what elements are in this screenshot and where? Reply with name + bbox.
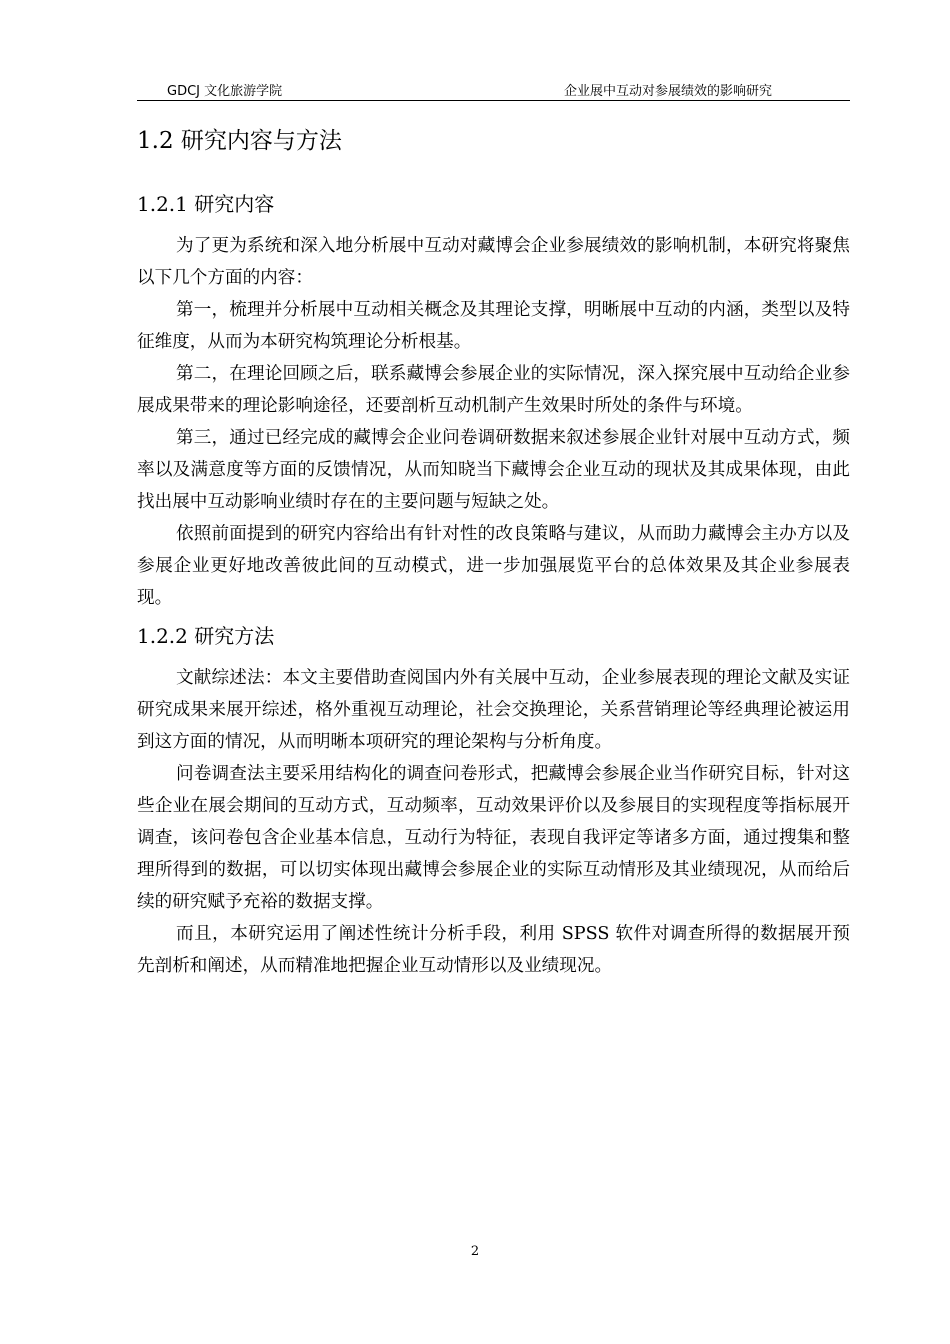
paragraph: 第二，在理论回顾之后，联系藏博会参展企业的实际情况，深入探究展中互动给企业参展成果带来的理论影响途径，还要剖析互动机制产生效果时所处的条件与环境。: [137, 364, 850, 416]
header-thesis-title: 企业展中互动对参展绩效的影响研究: [563, 84, 772, 99]
page-header: [137, 78, 850, 101]
subsection-heading-method: 1.2.2 研究方法: [137, 624, 275, 648]
section-heading: 1.2 研究内容与方法: [137, 128, 342, 154]
paragraph: 为了更为系统和深入地分析展中互动对藏博会企业参展绩效的影响机制，本研究将聚焦以下几个方面的内容：: [137, 236, 850, 288]
subsection-heading-content: 1.2.1 研究内容: [137, 192, 275, 216]
paragraph: 文献综述法：本文主要借助查阅国内外有关展中互动，企业参展表现的理论文献及实证研究成果来展开综述，格外重视互动理论，社会交换理论，关系营销理论等经典理论被运用到这方面的情况，从而明晰本项研究的理论架构与分析角度。: [137, 668, 850, 752]
header-institution: GDCJ 文化旅游学院: [167, 84, 283, 99]
paragraph: 问卷调查法主要采用结构化的调查问卷形式，把藏博会参展企业当作研究目标，针对这些企业在展会期间的互动方式，互动频率，互动效果评价以及参展目的实现程度等指标展开调查，该问卷包含企业基本信息，互动行为特征，表现自我评定等诸多方面，通过搜集和整理所得到的数据，可以切实体现出藏博会参展企业的实际互动情形及其业绩现况，从而给后续的研究赋予充裕的数据支撑。: [137, 764, 850, 912]
paragraph: 第一，梳理并分析展中互动相关概念及其理论支撑，明晰展中互动的内涵，类型以及特征维度，从而为本研究构筑理论分析根基。: [137, 300, 850, 352]
paragraph: 而且，本研究运用了阐述性统计分析手段，利用 SPSS 软件对调查所得的数据展开预先剖析和阐述，从而精准地把握企业互动情形以及业绩现况。: [137, 924, 850, 976]
page-number: 2: [470, 1244, 480, 1259]
paragraph: 依照前面提到的研究内容给出有针对性的改良策略与建议，从而助力藏博会主办方以及参展企业更好地改善彼此间的互动模式，进一步加强展览平台的总体效果及其企业参展表现。: [137, 524, 850, 608]
paragraph: 第三，通过已经完成的藏博会企业问卷调研数据来叙述参展企业针对展中互动方式，频率以及满意度等方面的反馈情况，从而知晓当下藏博会企业互动的现状及其成果体现，由此找出展中互动影响业绩时存在的主要问题与短缺之处。: [137, 428, 850, 512]
